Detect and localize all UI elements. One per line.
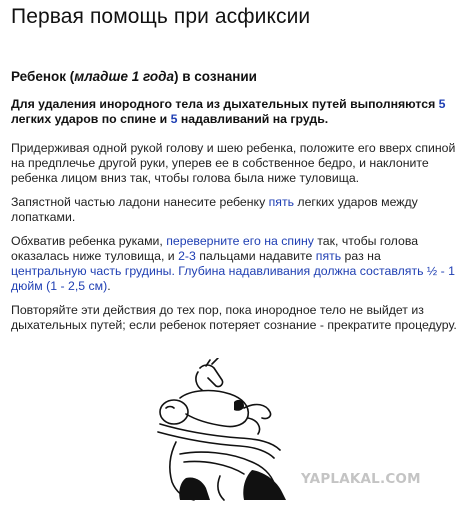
- section-heading-emphasis: младше 1 года: [74, 69, 174, 84]
- step-3-text-5: .: [107, 279, 111, 293]
- step-4-paragraph: Повторяйте эти действия до тех пор, пока инородное тело не выйдет из дыхательных путей; если ребенок потеряет сознание - прекратите процедуру.: [11, 303, 457, 332]
- watermark: YAPLAKAL.COM: [301, 471, 421, 487]
- step-3-text-1: Обхватив ребенка руками,: [11, 234, 167, 248]
- intro-count-back-blows: 5: [438, 97, 446, 111]
- intro-text-1: Для удаления инородного тела из дыхательных путей выполняются: [11, 97, 439, 111]
- step-3-text-3: пальцами надавите: [195, 249, 316, 263]
- step-2-text-1: Запястной частью ладони нанесите ребенку: [11, 195, 269, 209]
- section-heading-prefix: Ребенок (: [11, 69, 75, 84]
- step-2-paragraph: [11, 195, 459, 225]
- intro-text-3: надавливаний на грудь.: [177, 112, 329, 126]
- section-heading: [11, 69, 257, 84]
- back-blows-illustration: [140, 358, 300, 503]
- step-3-highlight-fingers: 2-3: [178, 249, 196, 263]
- step-2-text-2: легких ударов между лопатками.: [11, 195, 418, 224]
- step-3-paragraph: [11, 234, 459, 294]
- step-3-highlight-count: пять: [315, 249, 342, 263]
- step-1-paragraph: Придерживая одной рукой голову и шею ребенка, положите его вверх спиной на предплечье другой руки, уперев ее в собственное бедро, и наклоните ребенка лицом вниз так, чтобы голова была ниже туловища.: [11, 141, 456, 185]
- intro-text-2: легких ударов по спине и: [11, 112, 171, 126]
- intro-paragraph: [11, 97, 459, 127]
- section-heading-suffix: ) в сознании: [173, 69, 257, 84]
- step-3-text-2: так, чтобы голова оказалась ниже туловища, и: [11, 234, 419, 263]
- page-title: Первая помощь при асфиксии: [11, 5, 311, 28]
- step-3-highlight-turn: переверните его на спину: [166, 234, 314, 248]
- step-3-highlight-sternum: центральную часть грудины. Глубина надавливания должна составлять ½ - 1 дюйм (1 - 2,5 см): [11, 264, 455, 293]
- step-2-highlight-count: пять: [268, 195, 294, 209]
- intro-count-chest-thrusts: 5: [170, 112, 178, 126]
- step-3-text-4: раз на: [341, 249, 381, 263]
